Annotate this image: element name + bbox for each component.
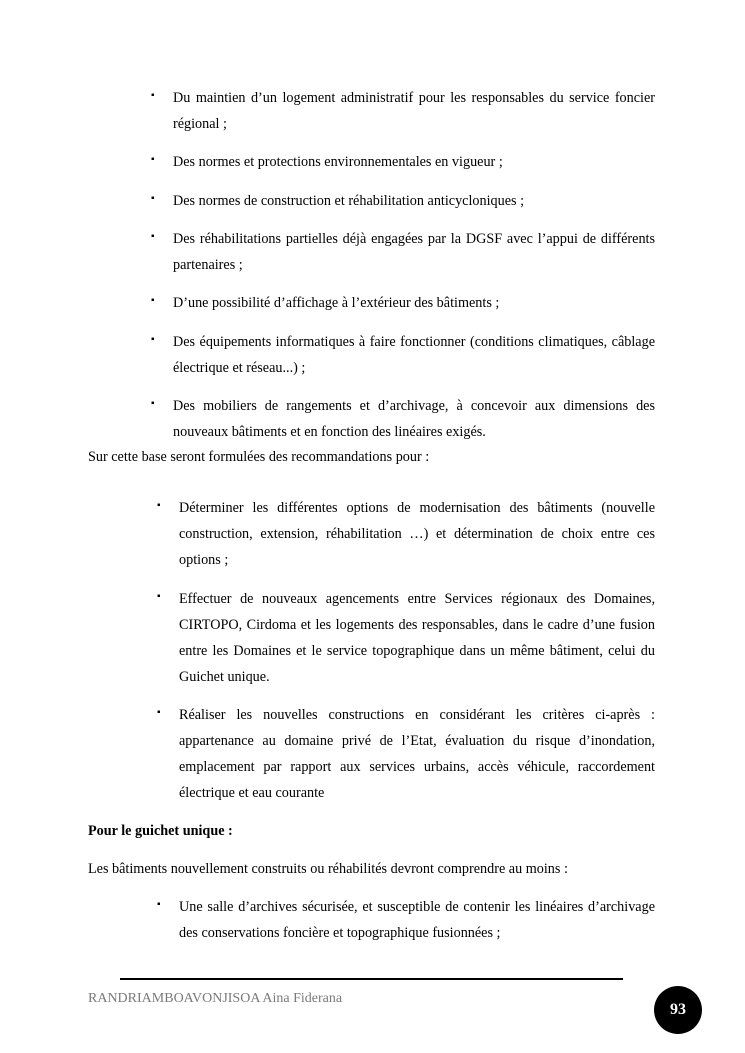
list-item: ▪ Des réhabilitations partielles déjà engagées par la DGSF avec l’appui de différents partenaires ; xyxy=(173,226,655,278)
list-item: ▪ Des mobiliers de rangements et d’archivage, à concevoir aux dimensions des nouveaux bâtiments et en fonction des linéaires exigés. xyxy=(173,393,655,445)
bullet-square-icon: ▪ xyxy=(157,707,161,718)
bullet-square-icon: ▪ xyxy=(151,334,155,345)
list-item: ▪ Des normes et protections environnementales en vigueur ; xyxy=(173,149,655,175)
list-item: ▪ Réaliser les nouvelles constructions en considérant les critères ci-après : appartenance au domaine privé de l’Etat, évaluation du risque d’inondation, emplacement par rapport aux services urbains, accès véhicule, raccordement électrique et eau courante xyxy=(179,702,655,806)
bullet-square-icon: ▪ xyxy=(157,899,161,910)
list-item: ▪ Des équipements informatiques à faire fonctionner (conditions climatiques, câblage électrique et réseau...) ; xyxy=(173,329,655,381)
footer-divider xyxy=(120,978,623,980)
bullet-square-icon: ▪ xyxy=(157,591,161,602)
bullet-square-icon: ▪ xyxy=(151,295,155,306)
paragraph-batiments: Les bâtiments nouvellement construits ou réhabilités devront comprendre au moins : xyxy=(88,861,568,877)
list-item: ▪ Effectuer de nouveaux agencements entre Services régionaux des Domaines, CIRTOPO, Cirdoma et les logements des responsables, dans le cadre d’une fusion entre les Domaines et le service topographique dans un même bâtiment, celui du Guichet unique. xyxy=(179,586,655,690)
bullet-square-icon: ▪ xyxy=(151,154,155,165)
bullet-square-icon: ▪ xyxy=(157,500,161,511)
list-item: ▪ D’une possibilité d’affichage à l’extérieur des bâtiments ; xyxy=(173,290,655,316)
bullet-square-icon: ▪ xyxy=(151,398,155,409)
section-heading-guichet: Pour le guichet unique : xyxy=(88,823,233,839)
list-item: ▪ Une salle d’archives sécurisée, et susceptible de contenir les linéaires d’archivage des conservations foncière et topographique fusionnées ; xyxy=(179,894,655,946)
list-item: ▪ Déterminer les différentes options de modernisation des bâtiments (nouvelle construction, extension, réhabilitation …) et détermination de choix entre ces options ; xyxy=(179,495,655,573)
bullet-square-icon: ▪ xyxy=(151,90,155,101)
page-number-badge: 93 xyxy=(654,986,702,1034)
bullet-square-icon: ▪ xyxy=(151,193,155,204)
footer-author: RANDRIAMBOAVONJISOA Aina Fiderana xyxy=(88,991,343,1006)
bullet-square-icon: ▪ xyxy=(151,231,155,242)
list-item: ▪ Du maintien d’un logement administratif pour les responsables du service foncier régional ; xyxy=(173,85,655,137)
list-item: ▪ Des normes de construction et réhabilitation anticycloniques ; xyxy=(173,188,655,214)
paragraph-recommandations: Sur cette base seront formulées des recommandations pour : xyxy=(88,449,430,465)
